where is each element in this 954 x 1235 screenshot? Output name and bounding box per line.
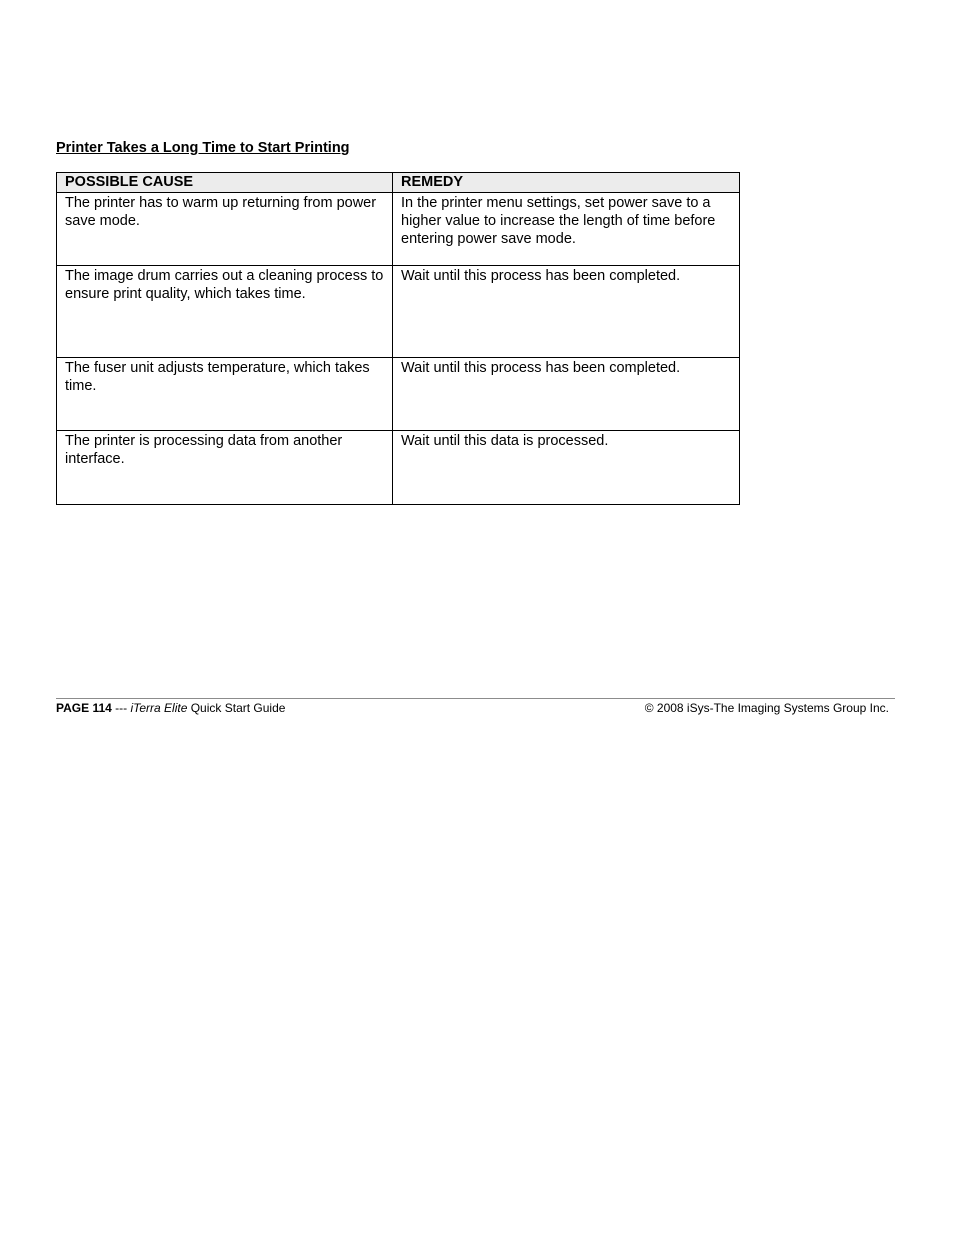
table-header-row bbox=[57, 173, 740, 193]
troubleshooting-table bbox=[56, 172, 740, 505]
table-row bbox=[57, 266, 740, 358]
column-header-remedy: REMEDY bbox=[393, 173, 740, 193]
remedy-cell: Wait until this data is processed. bbox=[393, 431, 740, 505]
cause-cell: The printer is processing data from another interface. bbox=[57, 431, 393, 505]
footer-divider bbox=[56, 698, 895, 699]
cause-cell: The fuser unit adjusts temperature, which takes time. bbox=[57, 358, 393, 431]
footer-copyright: © 2008 iSys-The Imaging Systems Group Inc. bbox=[644, 701, 889, 715]
footer-separator: --- bbox=[111, 701, 131, 715]
remedy-cell: Wait until this process has been completed. bbox=[393, 358, 740, 431]
guide-name: Quick Start Guide bbox=[187, 701, 286, 715]
page-number: PAGE 114 bbox=[56, 701, 112, 715]
section-title: Printer Takes a Long Time to Start Printing bbox=[56, 140, 350, 156]
cause-cell: The image drum carries out a cleaning process to ensure print quality, which takes time. bbox=[57, 266, 393, 358]
remedy-cell: In the printer menu settings, set power save to a higher value to increase the length of time before entering power save mode. bbox=[393, 193, 740, 266]
cause-cell: The printer has to warm up returning from power save mode. bbox=[57, 193, 393, 266]
table-row bbox=[57, 358, 740, 431]
footer-page-info bbox=[56, 701, 285, 715]
remedy-cell: Wait until this process has been completed. bbox=[393, 266, 740, 358]
column-header-possible-cause: POSSIBLE CAUSE bbox=[57, 173, 393, 193]
product-name: iTerra Elite bbox=[130, 701, 188, 715]
table-row bbox=[57, 193, 740, 266]
table-row bbox=[57, 431, 740, 505]
